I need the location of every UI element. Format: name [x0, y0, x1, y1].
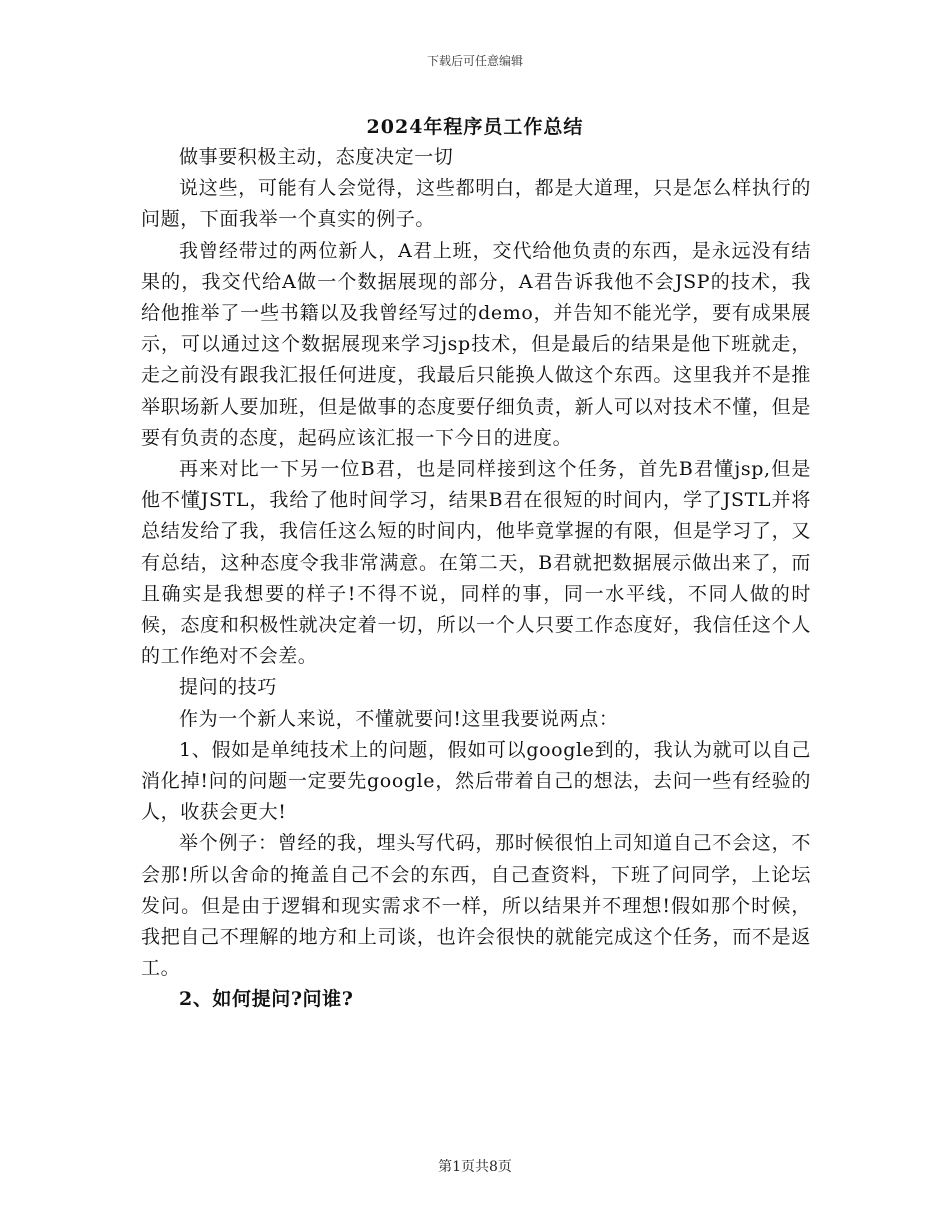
- paragraph-2: 说这些，可能有人会觉得，这些都明白，都是大道理，只是怎么样执行的问题，下面我举一个真实的例子。: [141, 177, 811, 231]
- paragraph-5: 提问的技巧: [179, 676, 278, 699]
- paragraph-4: 再来对比一下另一位B君，也是同样接到这个任务，首先B君懂jsp,但是他不懂JSTL，我给了他时间学习，结果B君在很短的时间内，学了JSTL并将总结发给了我，我信任这么短的时间内，他毕竟掌握的有限，但是学习了，又有总结，这种态度令我非常满意。在第二天，B君就把数据展示做出来了，而且确实是我想要的样子!不得不说，同样的事，同一水平线，不同人做的时候，态度和积极性就决定着一切，所以一个人只要工作态度好，我信任这个人的工作绝对不会差。: [141, 458, 811, 668]
- paragraph-3: 我曾经带过的两位新人，A君上班，交代给他负责的东西，是永远没有结果的，我交代给A做一个数据展现的部分，A君告诉我他不会JSP的技术，我给他推举了一些书籍以及我曾经写过的demo，并告知不能光学，要有成果展示，可以通过这个数据展现来学习jsp技术，但是最后的结果是他下班就走，走之前没有跟我汇报任何进度，我最后只能换人做这个东西。这里我并不是推举职场新人要加班，但是做事的态度要仔细负责，新人可以对技术不懂，但是要有负责的态度，起码应该汇报一下今日的进度。: [141, 239, 811, 449]
- page-header: 下载后可任意编辑: [426, 54, 523, 68]
- section-subheading: 2、如何提问?问谁?: [179, 988, 354, 1011]
- paragraph-7: 1、假如是单纯技术上的问题，假如可以google到的，我认为就可以自己消化掉!问的问题一定要先google，然后带着自己的想法，去问一些有经验的人，收获会更大!: [141, 738, 811, 824]
- document-body: [141, 142, 811, 1016]
- paragraph-8: 举个例子：曾经的我，埋头写代码，那时候很怕上司知道自己不会这，不会那!所以舍命的掩盖自己不会的东西，自己查资料，下班了问同学，上论坛发问。但是由于逻辑和现实需求不一样，所以结果并不理想!假如那个时候，我把自己不理解的地方和上司谈，也许会很快的就能完成这个任务，而不是返工。: [141, 832, 811, 980]
- document-title: 2024年程序员工作总结: [366, 116, 584, 138]
- paragraph-1: 做事要积极主动，态度决定一切: [179, 146, 454, 168]
- paragraph-6: 作为一个新人来说，不懂就要问!这里我要说两点：: [179, 707, 619, 730]
- page-footer: 第1页共8页: [438, 1159, 512, 1175]
